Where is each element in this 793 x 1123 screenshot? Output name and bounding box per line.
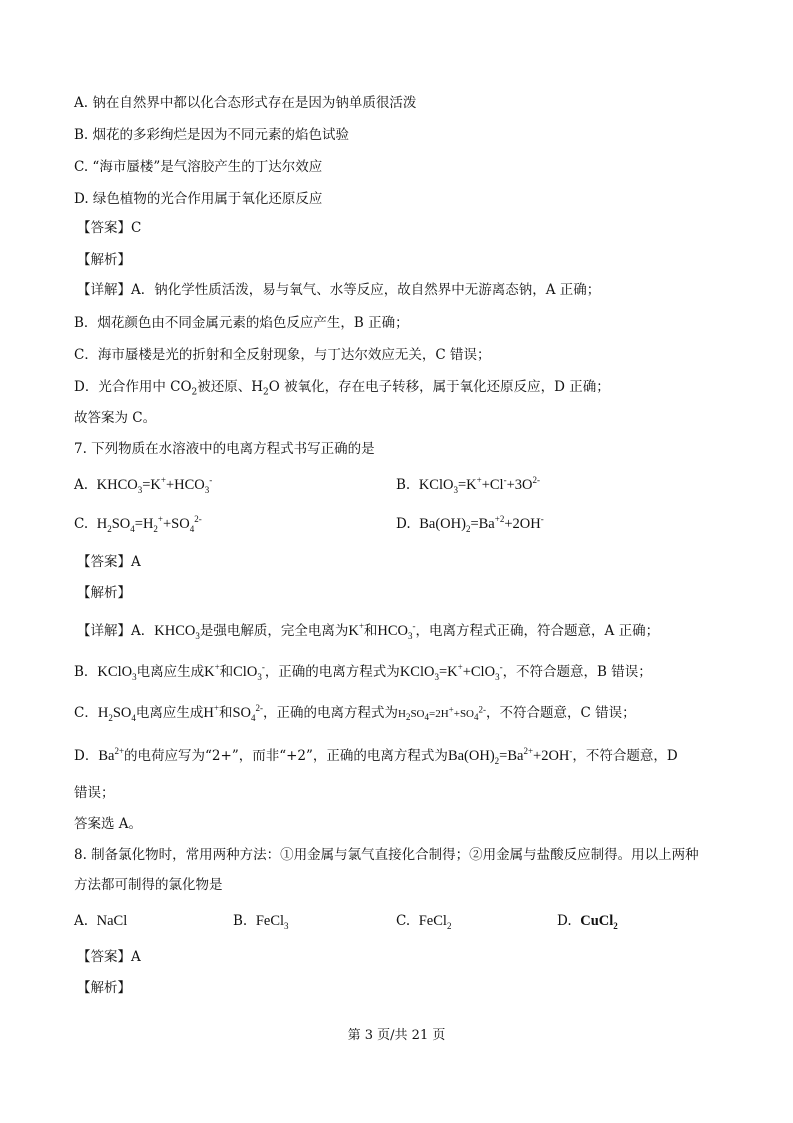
q7-detail-b: B．KClO$_3$电离应生成K+和ClO$_3$-，正确的电离方程式为KClO$_3$=K++ClO$_3$-，不符合题意，B 错误； <box>74 662 652 682</box>
q6-detail-d: D．光合作用中 $CO_2$被还原、$H_2O$ 被氧化，存在电子转移，属于氧化还原反应，D 正确； <box>74 379 610 398</box>
q6-detail-b: B．烟花颜色由不同金属元素的焰色反应产生，B 正确； <box>74 315 409 331</box>
page-footer: 第 3 页/共 21 页 <box>347 1028 446 1043</box>
q7-analysis-label: 【解析】 <box>77 585 131 601</box>
q8-option-b: B. FeCl$_3$ <box>233 913 289 931</box>
q6-analysis-label: 【解析】 <box>77 252 131 268</box>
q6-option-d: D. 绿色植物的光合作用属于氧化还原反应 <box>74 191 323 207</box>
q7-option-d: D. $Ba(OH)_2=Ba^{+2}+2OH^-$ <box>396 514 544 534</box>
q8-stem-line2: 方法都可制得的氯化物是 <box>74 877 223 893</box>
q6-option-a: A. 钠在自然界中都以化合态形式存在是因为钠单质很活泼 <box>74 95 417 111</box>
q8-option-d: D. CuCl$_2$ <box>557 913 618 931</box>
q6-option-c: C. “海市蜃楼”是气溶胶产生的丁达尔效应 <box>74 159 323 175</box>
q7-option-a: A. $KHCO_3=K^++HCO_3^-$ <box>74 475 213 495</box>
q7-conclusion: 答案选 A。 <box>74 816 143 832</box>
q6-option-b: B. 烟花的多彩绚烂是因为不同元素的焰色试验 <box>74 127 350 143</box>
q7-detail-d-cont: 错误； <box>74 785 115 801</box>
q7-detail-c: C．$H_2SO_4$电离应生成H+和$SO_4^{2-}$，正确的电离方程式为$H_2SO_4=2H^++SO_4^{2-}$，不符合题意，C 错误； <box>74 703 636 723</box>
q8-option-c: C. FeCl$_2$ <box>396 913 452 931</box>
q8-analysis-label: 【解析】 <box>77 980 131 996</box>
q7-answer: 【答案】A <box>77 554 141 570</box>
q8-stem-line1: 8. 制备氯化物时，常用两种方法：①用金属与氯气直接化合制得；②用金属与盐酸反应制得。用以上两种 <box>74 847 699 863</box>
q6-detail-a: 【详解】A．钠化学性质活泼，易与氧气、水等反应，故自然界中无游离态钠，A 正确； <box>77 282 601 298</box>
q7-detail-a: 【详解】A．$KHCO_3$是强电解质，完全电离为K+和$HCO_3^-$，电离方程式正确，符合题意，A 正确； <box>77 621 660 641</box>
q6-detail-c: C．海市蜃楼是光的折射和全反射现象，与丁达尔效应无关，C 错误； <box>74 347 491 363</box>
q7-detail-d: D．$Ba^{2+}$的电荷应写为“2+”，而非“+2”，正确的电离方程式为$Ba(OH)_2=Ba^{2+}+2OH^-$，不符合题意，D <box>74 746 678 766</box>
q8-answer: 【答案】A <box>77 949 141 965</box>
q7-option-c: C. $H_2SO_4=H_2^++SO_4^{2-}$ <box>74 514 202 534</box>
q6-answer: 【答案】C <box>77 220 142 236</box>
q6-conclusion: 故答案为 C。 <box>74 410 157 426</box>
q7-option-b: B. $KClO_3=K^++Cl^-+3O^{2-}$ <box>396 475 540 495</box>
q7-stem: 7. 下列物质在水溶液中的电离方程式书写正确的是 <box>74 441 375 457</box>
q8-option-a: A. NaCl <box>74 913 128 929</box>
